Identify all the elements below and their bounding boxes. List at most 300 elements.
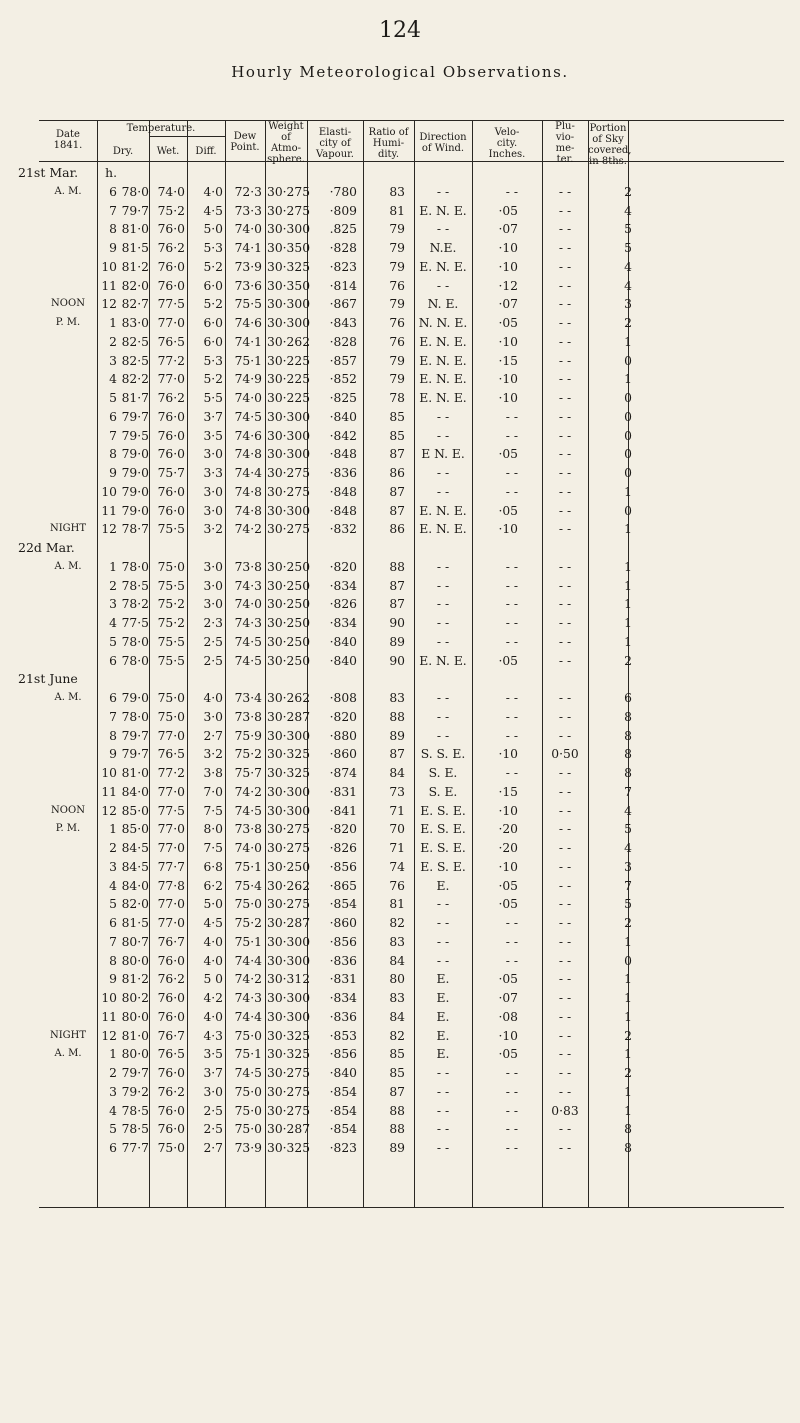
header-rule — [39, 161, 784, 162]
cell-sky-covered: 0 — [624, 391, 632, 405]
cell-hour: 11 — [101, 1009, 117, 1024]
cell-dry: 79·0 — [121, 466, 149, 480]
cell-sky-covered: 4 — [624, 803, 632, 818]
cell-dry: 79·0 — [121, 447, 149, 462]
cell-diff: 4·0 — [203, 953, 223, 968]
cell-humidity: 87 — [389, 597, 405, 612]
cell-humidity: 79 — [389, 241, 405, 255]
cell-sky-covered: 4 — [624, 203, 632, 218]
header-rule — [149, 136, 225, 137]
cell-wind-direction: - - — [436, 953, 450, 968]
cell-pluviometer: - - — [558, 1084, 572, 1099]
cell-sky-covered: 3 — [624, 859, 632, 874]
cell-pluviometer: - - — [558, 559, 572, 574]
header-velocity-line: city. — [496, 138, 518, 149]
cell-dew-point: 73·8 — [234, 559, 262, 574]
cell-dew-point: 73·6 — [234, 278, 262, 293]
cell-dry: 81·7 — [121, 391, 149, 405]
cell-elasticity: ·848 — [329, 447, 357, 462]
cell-pluviometer: 0·83 — [551, 1103, 579, 1118]
cell-dew-point: 74·4 — [234, 1009, 262, 1024]
header-direction — [414, 132, 472, 154]
cell-dew-point: 73·8 — [234, 822, 262, 837]
cell-elasticity: ·860 — [329, 916, 357, 930]
header-sky-line: Portion — [589, 123, 627, 134]
cell-elasticity: ·856 — [329, 859, 357, 874]
cell-dry: 78·0 — [121, 709, 149, 724]
cell-dry: 80·0 — [121, 953, 149, 968]
cell-wet: 75·0 — [157, 691, 185, 705]
cell-wind-direction: E. N. E. — [419, 522, 467, 537]
cell-sky-covered: 5 — [624, 241, 632, 255]
cell-diff: 5·5 — [203, 391, 223, 405]
cell-wind-direction: - - — [436, 559, 450, 574]
cell-velocity: ·15 — [498, 353, 518, 368]
cell-dry: 78·5 — [121, 1103, 149, 1118]
cell-sky-covered: 8 — [624, 1122, 632, 1137]
header-pluviometer-line: me- — [555, 143, 575, 154]
cell-dew-point: 74·0 — [234, 597, 262, 612]
cell-humidity: 81 — [389, 897, 405, 912]
cell-wind-direction: - - — [436, 597, 450, 612]
cell-wet: 75·2 — [157, 597, 185, 612]
cell-hour: 6 — [109, 409, 117, 424]
cell-weight: 30·300 — [267, 1009, 311, 1024]
cell-weight: 30·325 — [267, 1141, 311, 1155]
cell-humidity: 76 — [389, 278, 405, 293]
cell-diff: 2·5 — [203, 1122, 223, 1137]
cell-wind-direction: E N. E. — [421, 447, 465, 462]
cell-sky-covered: 0 — [624, 953, 632, 968]
cell-elasticity: ·854 — [329, 1103, 357, 1118]
cell-sky-covered: 1 — [624, 578, 632, 593]
cell-sky-covered: 4 — [624, 259, 632, 274]
cell-hour: 6 — [109, 1141, 117, 1155]
cell-diff: 5·3 — [203, 241, 223, 255]
date-label: P. M. — [55, 317, 81, 328]
cell-wet: 77·5 — [157, 803, 185, 818]
cell-wind-direction: E. — [436, 1009, 450, 1024]
cell-wet: 76·0 — [157, 259, 185, 274]
cell-wind-direction: - - — [436, 1066, 450, 1080]
cell-dew-point: 75·0 — [234, 1084, 262, 1099]
cell-pluviometer: - - — [558, 522, 572, 537]
cell-pluviometer: - - — [558, 372, 572, 387]
header-ratio — [363, 127, 414, 160]
cell-humidity: 88 — [389, 1103, 405, 1118]
cell-dew-point: 74·4 — [234, 466, 262, 480]
cell-dew-point: 74·5 — [234, 409, 262, 424]
cell-humidity: 85 — [389, 1047, 405, 1062]
cell-wet: 76·0 — [157, 1066, 185, 1080]
cell-elasticity: ·867 — [329, 297, 357, 312]
cell-dry: 81·0 — [121, 222, 149, 237]
cell-hour: 1 — [109, 559, 117, 574]
cell-diff: 6·0 — [203, 316, 223, 330]
cell-wet: 75·5 — [157, 522, 185, 537]
cell-sky-covered: 1 — [624, 1084, 632, 1099]
cell-dry: 78·7 — [121, 522, 149, 537]
cell-diff: 4·3 — [203, 1028, 223, 1043]
cell-dew-point: 74·0 — [234, 222, 262, 237]
cell-wind-direction: S. E. — [428, 766, 458, 780]
cell-hour: 8 — [109, 447, 117, 462]
cell-diff: 5 0 — [203, 972, 223, 987]
cell-pluviometer: - - — [558, 447, 572, 462]
cell-hour: 9 — [109, 466, 117, 480]
cell-sky-covered: 2 — [624, 184, 632, 199]
cell-elasticity: ·853 — [329, 1028, 357, 1043]
cell-elasticity: ·841 — [329, 803, 357, 818]
cell-wind-direction: - - — [436, 484, 450, 499]
cell-wind-direction: - - — [436, 278, 450, 293]
cell-sky-covered: 0 — [624, 353, 632, 368]
cell-weight: 30·300 — [267, 991, 311, 1005]
cell-humidity: 82 — [389, 1028, 405, 1043]
cell-dew-point: 75·2 — [234, 916, 262, 930]
cell-dew-point: 75·0 — [234, 1103, 262, 1118]
cell-velocity: - - — [505, 1122, 518, 1137]
cell-hour: 9 — [109, 747, 117, 762]
cell-humidity: 89 — [389, 728, 405, 743]
cell-pluviometer: - - — [558, 597, 572, 612]
cell-pluviometer: - - — [558, 466, 572, 480]
cell-diff: 3·3 — [203, 466, 223, 480]
cell-wet: 76·5 — [157, 747, 185, 762]
cell-velocity: ·20 — [498, 841, 518, 855]
cell-weight: 30·225 — [267, 391, 311, 405]
cell-velocity: ·12 — [498, 278, 518, 293]
cell-velocity: - - — [505, 578, 518, 593]
cell-wet: 75·5 — [157, 578, 185, 593]
cell-elasticity: ·856 — [329, 1047, 357, 1062]
cell-pluviometer: - - — [558, 916, 572, 930]
cell-elasticity: ·820 — [329, 822, 357, 837]
cell-velocity: - - — [505, 1141, 518, 1155]
cell-elasticity: ·854 — [329, 1122, 357, 1137]
cell-wind-direction: E. N. E. — [419, 353, 467, 368]
cell-hour: 4 — [109, 878, 117, 893]
cell-velocity: - - — [505, 559, 518, 574]
cell-wet: 76·5 — [157, 1047, 185, 1062]
cell-wet: 74·0 — [157, 184, 185, 199]
cell-elasticity: ·860 — [329, 747, 357, 762]
cell-wet: 76·0 — [157, 428, 185, 443]
cell-humidity: 76 — [389, 334, 405, 349]
cell-elasticity: ·848 — [329, 484, 357, 499]
cell-dry: 79·0 — [121, 691, 149, 705]
cell-humidity: 71 — [389, 841, 405, 855]
cell-weight: 30·275 — [267, 822, 311, 837]
cell-wet: 77·5 — [157, 297, 185, 312]
cell-wind-direction: S. S. E. — [420, 747, 466, 762]
cell-velocity: ·05 — [498, 878, 518, 893]
cell-hour: 10 — [101, 259, 117, 274]
cell-diff: 2·5 — [203, 1103, 223, 1118]
cell-weight: 30·275 — [267, 184, 311, 199]
cell-elasticity: ·814 — [329, 278, 357, 293]
cell-hour: 1 — [109, 822, 117, 837]
cell-elasticity: ·856 — [329, 934, 357, 949]
cell-dry: 82·2 — [121, 372, 149, 387]
cell-wind-direction: N. N. E. — [418, 316, 468, 330]
cell-weight: 30·325 — [267, 259, 311, 274]
cell-dry: 80·0 — [121, 1047, 149, 1062]
cell-sky-covered: 1 — [624, 616, 632, 630]
cell-weight: 30·325 — [267, 1028, 311, 1043]
cell-diff: 4·0 — [203, 184, 223, 199]
cell-weight: 30·250 — [267, 578, 311, 593]
cell-dry: 82·7 — [121, 297, 149, 312]
cell-dry: 82·5 — [121, 353, 149, 368]
cell-humidity: 73 — [389, 784, 405, 799]
cell-weight: 30·275 — [267, 897, 311, 912]
cell-hour: 6 — [109, 691, 117, 705]
header-wet: Wet. — [156, 146, 180, 157]
cell-sky-covered: 4 — [624, 841, 632, 855]
cell-weight: 30·250 — [267, 616, 311, 630]
cell-hour: 7 — [109, 428, 117, 443]
cell-sky-covered: 1 — [624, 484, 632, 499]
cell-diff: 2·5 — [203, 634, 223, 649]
cell-dry: 79·7 — [121, 409, 149, 424]
cell-wet: 77·0 — [157, 916, 185, 930]
header-elastic — [307, 127, 363, 160]
cell-dew-point: 74·3 — [234, 991, 262, 1005]
cell-weight: 30·225 — [267, 372, 311, 387]
cell-sky-covered: 1 — [624, 597, 632, 612]
cell-wet: 76·7 — [157, 934, 185, 949]
cell-wind-direction: - - — [436, 428, 450, 443]
cell-velocity: ·10 — [498, 859, 518, 874]
cell-velocity: - - — [505, 1084, 518, 1099]
header-date-line: Date — [56, 129, 80, 140]
cell-sky-covered: 0 — [624, 409, 632, 424]
cell-dry: 82·0 — [121, 897, 149, 912]
cell-wet: 76·0 — [157, 503, 185, 518]
cell-sky-covered: 0 — [624, 447, 632, 462]
cell-velocity: ·10 — [498, 803, 518, 818]
observations-table — [18, 120, 784, 1208]
cell-wind-direction: E. N. E. — [419, 372, 467, 387]
cell-dry: 78·2 — [121, 597, 149, 612]
cell-diff: 4·0 — [203, 934, 223, 949]
cell-elasticity: ·874 — [329, 766, 357, 780]
cell-pluviometer: - - — [558, 953, 572, 968]
cell-velocity: ·10 — [498, 391, 518, 405]
cell-humidity: 89 — [389, 634, 405, 649]
cell-elasticity: ·825 — [329, 391, 357, 405]
cell-pluviometer: - - — [558, 391, 572, 405]
date-label: NOON — [51, 804, 85, 816]
cell-pluviometer: - - — [558, 859, 572, 874]
cell-velocity: - - — [505, 597, 518, 612]
cell-dew-point: 74·6 — [234, 428, 262, 443]
cell-wind-direction: E. N. E. — [419, 203, 467, 218]
cell-velocity: ·07 — [498, 297, 518, 312]
cell-velocity: - - — [505, 1066, 518, 1080]
cell-sky-covered: 2 — [624, 1028, 632, 1043]
cell-pluviometer: - - — [558, 1122, 572, 1137]
cell-elasticity: ·842 — [329, 428, 357, 443]
cell-weight: 30·300 — [267, 409, 311, 424]
cell-hour: 3 — [109, 1084, 117, 1099]
cell-velocity: - - — [505, 184, 518, 199]
cell-elasticity: .825 — [329, 222, 357, 237]
cell-velocity: - - — [505, 428, 518, 443]
cell-humidity: 79 — [389, 222, 405, 237]
cell-wet: 76·2 — [157, 1084, 185, 1099]
cell-dry: 78·0 — [121, 634, 149, 649]
cell-dry: 84·0 — [121, 784, 149, 799]
cell-dew-point: 74·9 — [234, 372, 262, 387]
cell-dew-point: 72·3 — [234, 184, 262, 199]
cell-wind-direction: - - — [436, 728, 450, 743]
cell-dew-point: 73·9 — [234, 1141, 262, 1155]
cell-pluviometer: - - — [558, 822, 572, 837]
cell-diff: 3·0 — [203, 1084, 223, 1099]
cell-wind-direction: - - — [436, 578, 450, 593]
cell-hour: 6 — [109, 916, 117, 930]
cell-velocity: - - — [505, 728, 518, 743]
cell-sky-covered: 2 — [624, 1066, 632, 1080]
cell-dew-point: 75·1 — [234, 859, 262, 874]
cell-elasticity: ·848 — [329, 503, 357, 518]
cell-pluviometer: - - — [558, 691, 572, 705]
cell-humidity: 87 — [389, 447, 405, 462]
cell-elasticity: ·832 — [329, 522, 357, 537]
cell-elasticity: ·834 — [329, 578, 357, 593]
header-velocity — [472, 127, 542, 160]
cell-dew-point: 75·2 — [234, 747, 262, 762]
cell-pluviometer: - - — [558, 841, 572, 855]
cell-dry: 80·0 — [121, 1009, 149, 1024]
cell-pluviometer: - - — [558, 766, 572, 780]
cell-diff: 8·0 — [203, 822, 223, 837]
cell-humidity: 87 — [389, 578, 405, 593]
cell-dry: 79·2 — [121, 1084, 149, 1099]
cell-sky-covered: 1 — [624, 972, 632, 987]
cell-hour: 4 — [109, 616, 117, 630]
cell-pluviometer: - - — [558, 484, 572, 499]
cell-dry: 82·0 — [121, 278, 149, 293]
cell-weight: 30·225 — [267, 353, 311, 368]
date-label: A. M. — [54, 185, 82, 197]
cell-humidity: 86 — [389, 522, 405, 537]
cell-sky-covered: 7 — [624, 784, 632, 799]
cell-hour: 10 — [101, 991, 117, 1005]
cell-dew-point: 75·5 — [234, 297, 262, 312]
cell-elasticity: ·880 — [329, 728, 357, 743]
cell-hour: 5 — [109, 391, 117, 405]
cell-velocity: ·10 — [498, 522, 518, 537]
header-sky-line: of Sky — [592, 134, 624, 145]
cell-wet: 75·0 — [157, 709, 185, 724]
column-rule — [187, 121, 188, 1207]
cell-weight: 30·275 — [267, 522, 311, 537]
cell-dew-point: 73·9 — [234, 259, 262, 274]
cell-wet: 76·0 — [157, 991, 185, 1005]
cell-sky-covered: 5 — [624, 222, 632, 237]
cell-hour: 7 — [109, 709, 117, 724]
header-elastic-line: Vapour. — [316, 149, 354, 160]
date-label: A. M. — [54, 692, 82, 703]
cell-pluviometer: - - — [558, 1141, 572, 1155]
cell-weight: 30·300 — [267, 784, 311, 799]
cell-wind-direction: E. — [436, 1047, 450, 1062]
cell-humidity: 87 — [389, 1084, 405, 1099]
cell-weight: 30·287 — [267, 709, 311, 724]
cell-sky-covered: 2 — [624, 916, 632, 930]
cell-dry: 84·0 — [121, 878, 149, 893]
cell-weight: 30·300 — [267, 803, 311, 818]
cell-dew-point: 74·8 — [234, 484, 262, 499]
cell-sky-covered: 1 — [624, 1103, 632, 1118]
cell-hour: 4 — [109, 372, 117, 387]
cell-hour: 12 — [101, 1028, 117, 1043]
cell-hour: 11 — [101, 503, 117, 518]
cell-dew-point: 75·0 — [234, 1028, 262, 1043]
cell-diff: 6·0 — [203, 278, 223, 293]
cell-weight: 30·325 — [267, 766, 311, 780]
cell-wind-direction: - - — [436, 934, 450, 949]
cell-sky-covered: 5 — [624, 822, 632, 837]
cell-hour: 4 — [109, 1103, 117, 1118]
cell-humidity: 85 — [389, 1066, 405, 1080]
cell-sky-covered: 1 — [624, 559, 632, 574]
cell-weight: 30·250 — [267, 634, 311, 649]
cell-wet: 76·0 — [157, 1122, 185, 1137]
cell-dew-point: 73·4 — [234, 691, 262, 705]
cell-pluviometer: - - — [558, 203, 572, 218]
date-label: 21st June — [18, 671, 78, 687]
cell-wind-direction: E. — [436, 1028, 450, 1043]
cell-elasticity: ·852 — [329, 372, 357, 387]
cell-humidity: 84 — [389, 766, 405, 780]
cell-weight: 30·325 — [267, 747, 311, 762]
cell-wind-direction: - - — [436, 916, 450, 930]
cell-pluviometer: - - — [558, 1066, 572, 1080]
cell-wet: 77·8 — [157, 878, 185, 893]
cell-hour: 12 — [101, 803, 117, 818]
cell-velocity: - - — [505, 916, 518, 930]
cell-velocity: ·05 — [498, 447, 518, 462]
date-label: 21st Mar. — [18, 165, 79, 180]
cell-weight: 30·250 — [267, 653, 311, 668]
cell-elasticity: ·854 — [329, 897, 357, 912]
cell-dry: 84·5 — [121, 859, 149, 874]
cell-weight: 30·325 — [267, 1047, 311, 1062]
cell-pluviometer: - - — [558, 803, 572, 818]
cell-dry: 79·7 — [121, 203, 149, 218]
cell-humidity: 74 — [389, 859, 405, 874]
cell-hour: 7 — [109, 934, 117, 949]
cell-wind-direction: E. S. E. — [420, 803, 466, 818]
cell-velocity: ·10 — [498, 259, 518, 274]
cell-hour: 10 — [101, 484, 117, 499]
cell-wet: 77·0 — [157, 897, 185, 912]
cell-hour: 11 — [101, 784, 117, 799]
cell-diff: 5·3 — [203, 353, 223, 368]
cell-pluviometer: - - — [558, 353, 572, 368]
cell-wet: 75·2 — [157, 616, 185, 630]
cell-diff: 3·7 — [203, 409, 223, 424]
cell-velocity: - - — [505, 466, 518, 480]
cell-weight: 30·275 — [267, 1066, 311, 1080]
cell-diff: 2·5 — [203, 653, 223, 668]
cell-sky-covered: 4 — [624, 278, 632, 293]
cell-wet: 77·0 — [157, 372, 185, 387]
